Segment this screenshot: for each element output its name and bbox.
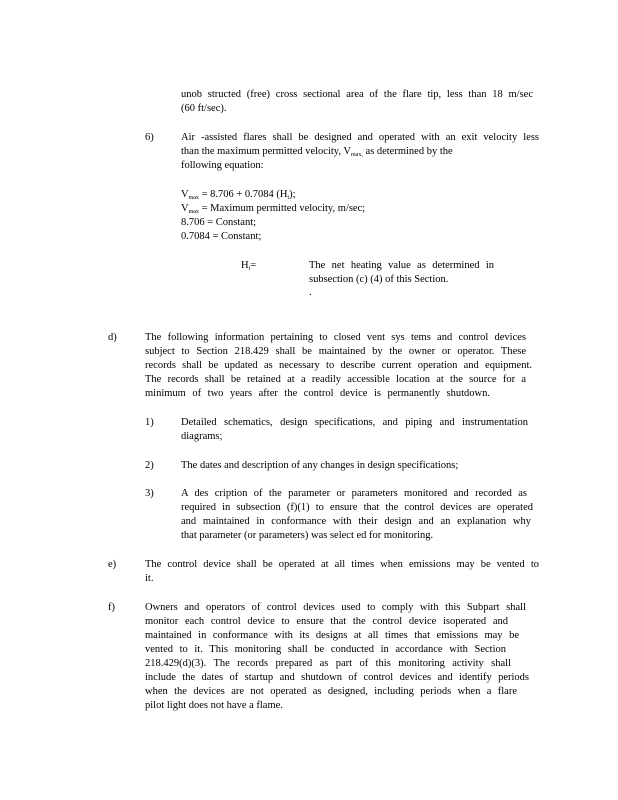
- item-d-line-5: minimum of two years after the control device is permanently shutdown.: [145, 388, 490, 399]
- item-6-line-1: Air -assisted flares shall be designed and operated with an exit velocity less: [181, 132, 539, 143]
- item-e-line-1: The control device shall be operated at all times when emissions may be vented to: [145, 559, 539, 570]
- item-f-line-6: include the dates of startup and shutdown of control devices and identify periods: [145, 672, 529, 683]
- item-6-line-2: than the maximum permitted velocity, $V_{max,}$ as determined by the: [181, 146, 453, 158]
- item-f-line-5: 218.429(d)(3). The records prepared as part of this monitoring activity shall: [145, 658, 511, 669]
- equation-vmax: $V_{max} = 8.706 + 0.7084$ $(H_t)$;: [181, 189, 296, 201]
- equation-vmax-definition: $V_{max}$ = Maximum permitted velocity, m/sec;: [181, 203, 366, 215]
- item-f-line-7: when the devices are not operated as designed, including periods when a flare: [145, 686, 517, 697]
- item-e-line-2: it.: [145, 573, 154, 584]
- item-f-label: f): [108, 602, 115, 613]
- ht-definition-line-1: The net heating value as determined in: [309, 260, 494, 271]
- item-d3-label: 3): [145, 488, 154, 499]
- item-f-line-1: Owners and operators of control devices used to comply with this Subpart shall: [145, 602, 526, 613]
- item-6-line-3: following equation:: [181, 160, 264, 171]
- item-d-line-1: The following information pertaining to closed vent sys tems and control devices: [145, 332, 526, 343]
- intro-line-1: unob structed (free) cross sectional area of the flare tip, less than 18 m/sec: [181, 89, 533, 100]
- equation-constant-2: 0.7084 = Constant;: [181, 231, 262, 242]
- item-d3-line-4: that parameter (or parameters) was select ed for monitoring.: [181, 530, 434, 541]
- item-f-line-3: maintained in conformance with its designs at all times that emissions may be: [145, 630, 519, 641]
- item-d3-line-3: and maintained in conformance with their design and an explanation why: [181, 516, 531, 527]
- intro-line-2: (60 ft/sec).: [181, 103, 227, 114]
- item-d1-line-1: Detailed schematics, design specifications, and piping and instrumentation: [181, 417, 528, 428]
- equation-constant-1: 8.706 = Constant;: [181, 217, 257, 228]
- item-d1-line-2: diagrams;: [181, 431, 223, 442]
- item-6-label: 6): [145, 132, 154, 143]
- item-d1-label: 1): [145, 417, 154, 428]
- item-d-label: d): [108, 332, 117, 343]
- item-f-line-2: monitor each control device to ensure that the control device isoperated and: [145, 616, 508, 627]
- item-d2-label: 2): [145, 460, 154, 471]
- item-d2-line-1: The dates and description of any changes in design specifications;: [181, 460, 459, 471]
- item-e-label: e): [108, 559, 117, 570]
- ht-definition-line-3: .: [309, 287, 312, 298]
- item-d3-line-2: required in subsection (f)(1) to ensure that the control devices are operated: [181, 502, 533, 513]
- item-d-line-2: subject to Section 218.429 shall be maintained by the owner or operator. These: [145, 346, 526, 357]
- ht-symbol: $H_t=$: [241, 260, 257, 272]
- ht-definition-line-2: subsection (c) (4) of this Section.: [309, 274, 449, 285]
- item-d-line-3: records shall be updated as necessary to describe current operation and equipment.: [145, 360, 532, 371]
- item-d3-line-1: A des cription of the parameter or parameters monitored and recorded as: [181, 488, 527, 499]
- item-f-line-4: vented to it. This monitoring shall be conducted in accordance with Section: [145, 644, 506, 655]
- item-f-line-8: pilot light does not have a flame.: [145, 700, 283, 711]
- item-d-line-4: The records shall be retained at a readily accessible location at the source for a: [145, 374, 526, 385]
